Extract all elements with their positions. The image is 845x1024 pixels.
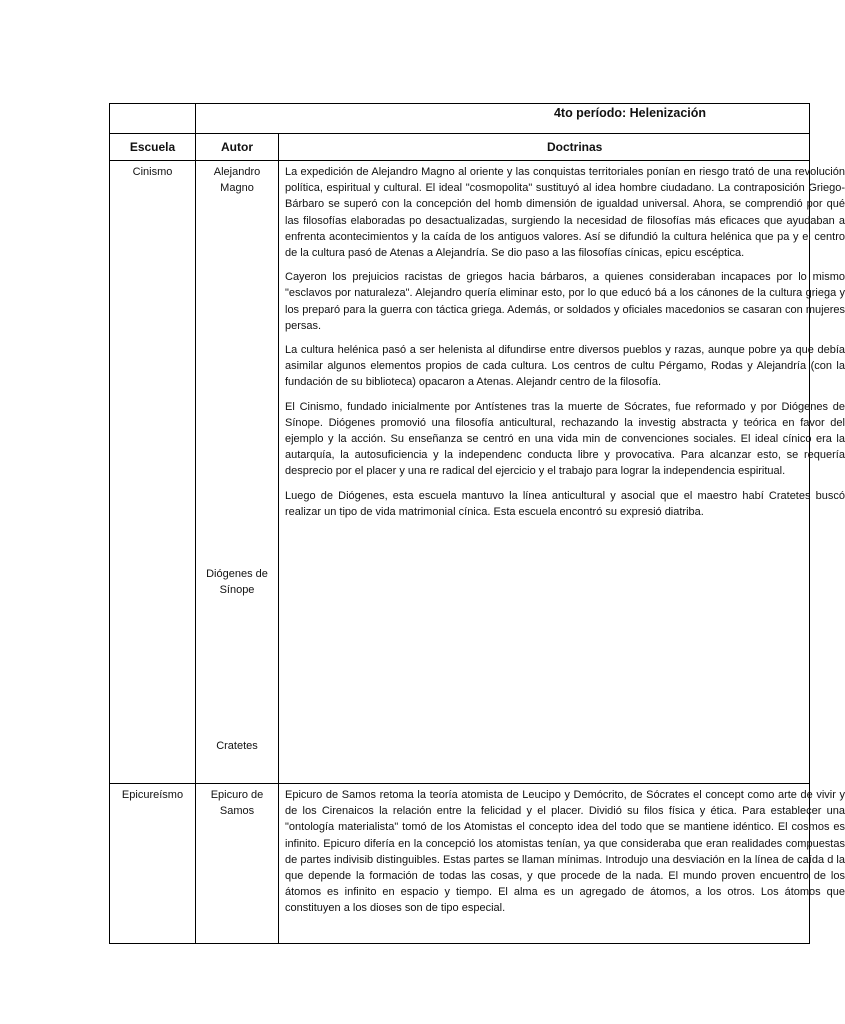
school-cell: Epicureísmo (110, 784, 196, 944)
author-name: Cratetes (216, 740, 258, 752)
author-name: Epicuro de Samos (210, 789, 264, 818)
table-row (110, 784, 810, 944)
header-doctrines-label: Doctrinas (547, 139, 603, 154)
table-title: 4to período: Helenización (553, 106, 707, 120)
doctrine-paragraph: Luego de Diógenes, esta escuela mantuvo la línea anticultural y asocial que el maestro habí Cratetes buscó realizar un tipo de vida matrimonial cínica. Esta escuela encontró su expresió diatriba. (285, 489, 845, 518)
header-author: Autor (196, 134, 279, 161)
author-name: Alejandro Magno (213, 166, 261, 195)
doctrine-paragraph: Epicuro de Samos retoma la teoría atomista de Leucipo y Demócrito, de Sócrates el concept como arte de vivir y de los Cirenaicos la relación entre la felicidad y el placer. Dividió su filos física y ética. Para establecer una "ontología materialista" tomó de los Atomistas el concepto idea del todo que se mantiene idéntico. El cosmos es infinito. Epicuro difería en la concepció los atomistas tenían, ya que consideraba que eran realidades compuestas de partes indivisib distinguibles. Estas partes se llaman mínimas. Introdujo una desviación en la línea de caída d la que depende la formación de todas las cosas, y que procede de la nada. El mundo proven encuentro de los átomos es infinito en espacio y tiempo. El alma es un agregado de átomos, a los otros. Los átomos que constituyen a los dioses son de tipo especial. (285, 789, 845, 915)
doctrine-paragraph: El Cinismo, fundado inicialmente por Antístenes tras la muerte de Sócrates, fue reformado y por Diógenes de Sínope. Diógenes promovió una filosofía anticultural, rechazando la investig abstracta y teórica en favor del ejemplo y la acción. Su enseñanza se centró en una vida min de convenciones sociales. El ideal cínico era la autarquía, la autosuficiencia y la independenc conducta libre y provocativa. Para alcanzar esto, se requería desprecio por el placer y una re radical del ejercicio y el trabajo para lograr la independencia espiritual. (285, 400, 845, 478)
document-sheet (109, 103, 845, 944)
header-school: Escuela (110, 134, 196, 161)
doctrine-paragraph: La expedición de Alejandro Magno al oriente y las conquistas territoriales ponían en riesgo trató de una revolución política, espiritual y cultural. El ideal "cosmopolita" sustituyó al idea hombre ciudadano. La contraposición Griego-Bárbaro se superó con la concepción del homb dimensión de igualdad universal. Ahora, se comprendió por qué las filosofías elaboradas po desactualizadas, surgiendo la necesidad de filosofías más eficaces que ayudaban a enfrenta acontecimientos y la caída de los antiguos valores. Así se difundió la cultura helénica que pa y el centro de la cultura pasó de Atenas a Alejandría. Se dio paso a las filosofías cínicas, epicu escéptica. (285, 166, 845, 260)
author-name: Diógenes de Sínope (206, 568, 268, 597)
header-doctrines (279, 134, 810, 161)
title-row (110, 104, 810, 134)
helenization-table (109, 103, 845, 944)
school-cell: Cinismo (110, 161, 196, 784)
doctrine-paragraph: La cultura helénica pasó a ser helenista al difundirse entre diversos pueblos y razas, aunque pobre ya que debía asimilar algunos elementos propios de cada cultura. Los centros de cultu Pérgamo, Rodas y Alejandría (con la fundación de su biblioteca) opacaron a Atenas. Alejandr centro de la filosofía. (285, 344, 845, 389)
doctrine-cell (279, 784, 845, 944)
table-row (110, 161, 810, 784)
author-cell (196, 161, 279, 784)
header-row (110, 134, 810, 161)
author-cell (196, 784, 279, 944)
doctrine-paragraph: Cayeron los prejuicios racistas de griegos hacia bárbaros, a quienes consideraban incapaces por lo mismo "esclavos por naturaleza". Alejandro quería eliminar esto, por lo que educó bá a los cánones de la cultura griega y los preparó para la guerra con táctica griega. Además, or soldados y oficiales macedonios se casaran con mujeres persas. (285, 271, 845, 332)
title-cell (196, 104, 810, 134)
doctrine-cell (279, 161, 845, 784)
title-empty-cell (110, 104, 196, 134)
